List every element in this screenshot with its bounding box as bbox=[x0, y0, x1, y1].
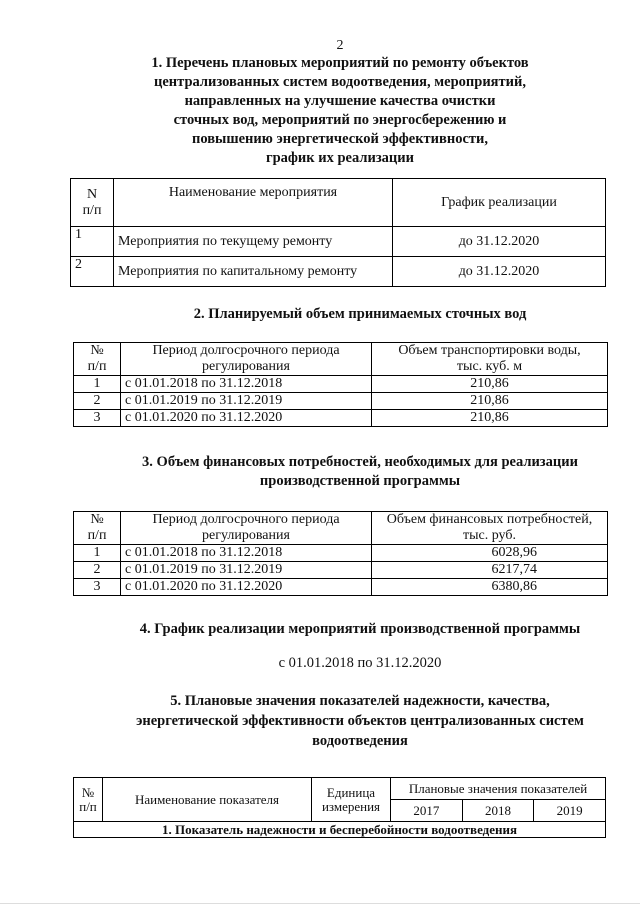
header-text: № bbox=[90, 343, 104, 358]
cell-num: 1 bbox=[74, 376, 121, 393]
cell-num: 2 bbox=[74, 562, 121, 579]
cell-num: 2 bbox=[71, 257, 114, 287]
cell-period: с 01.01.2018 по 31.12.2018 bbox=[121, 376, 372, 393]
table-row bbox=[71, 257, 606, 287]
section3-title-line: производственной программы bbox=[259, 473, 461, 489]
table-header-row bbox=[71, 179, 606, 227]
cell-value: 6028,96 bbox=[372, 545, 608, 562]
cell-period: с 01.01.2019 по 31.12.2019 bbox=[121, 562, 372, 579]
page-number: 2 bbox=[336, 38, 344, 53]
header-text: регулирования bbox=[202, 528, 290, 543]
header-text: п/п bbox=[82, 202, 102, 218]
table-row bbox=[74, 393, 608, 410]
section3-title-line: 3. Объем финансовых потребностей, необходимых для реализации bbox=[142, 454, 578, 470]
section1-title-line: централизованных систем водоотведения, мероприятий, bbox=[154, 74, 526, 90]
section3-title bbox=[60, 453, 640, 491]
header-cell-year: 2019 bbox=[534, 800, 606, 822]
section4-period: с 01.01.2018 по 31.12.2020 bbox=[278, 655, 442, 671]
header-cell-num bbox=[71, 179, 114, 227]
cell-name: Мероприятия по текущему ремонту bbox=[114, 227, 393, 257]
header-text: Единица bbox=[326, 784, 376, 800]
section1-title bbox=[95, 54, 585, 168]
table-row bbox=[74, 579, 608, 596]
header-text: п/п bbox=[87, 359, 107, 374]
header-text: тыс. куб. м bbox=[456, 359, 523, 374]
header-text: п/п bbox=[79, 798, 97, 814]
table-row bbox=[74, 562, 608, 579]
section5-title-line: 5. Плановые значения показателей надежности, качества, bbox=[170, 693, 550, 709]
header-cell-planned: Плановые значения показателей bbox=[391, 778, 606, 800]
header-text: тыс. руб. bbox=[463, 528, 516, 543]
cell-value: 6217,74 bbox=[372, 562, 608, 579]
header-cell-name: Наименование показателя bbox=[103, 778, 312, 822]
table-header-row bbox=[74, 512, 608, 545]
cell-period: с 01.01.2020 по 31.12.2020 bbox=[121, 410, 372, 427]
financial-needs-table bbox=[73, 511, 608, 596]
cell-value: 210,86 bbox=[372, 376, 608, 393]
cell-num: 1 bbox=[71, 227, 114, 257]
header-text: п/п bbox=[87, 528, 107, 543]
activities-table bbox=[70, 178, 606, 287]
section2-title: 2. Планируемый объем принимаемых сточных вод bbox=[193, 306, 527, 322]
section1-title-line: направленных на улучшение качества очистки bbox=[184, 93, 496, 109]
section5-title-line: водоотведения bbox=[312, 733, 408, 749]
cell-schedule: до 31.12.2020 bbox=[393, 227, 606, 257]
header-text: Объем транспортировки воды, bbox=[398, 343, 581, 358]
section4-title: 4. График реализации мероприятий производственной программы bbox=[139, 621, 581, 637]
cell-value: 6380,86 bbox=[372, 579, 608, 596]
cell-num: 2 bbox=[74, 393, 121, 410]
section1-title-line: график их реализации bbox=[265, 150, 414, 166]
header-cell-year: 2017 bbox=[391, 800, 463, 822]
cell-value: 210,86 bbox=[372, 410, 608, 427]
header-cell-period bbox=[121, 343, 372, 376]
header-cell-value bbox=[372, 343, 608, 376]
cell-period: с 01.01.2020 по 31.12.2020 bbox=[121, 579, 372, 596]
cell-period: с 01.01.2019 по 31.12.2019 bbox=[121, 393, 372, 410]
table-header-row bbox=[74, 343, 608, 376]
table-subheader-row bbox=[74, 822, 606, 838]
section5-title bbox=[60, 691, 640, 751]
header-cell-num bbox=[74, 343, 121, 376]
table-row bbox=[74, 545, 608, 562]
table-row bbox=[71, 227, 606, 257]
wastewater-volume-table bbox=[73, 342, 608, 427]
cell-schedule: до 31.12.2020 bbox=[393, 257, 606, 287]
section1-title-line: повышению энергетической эффективности, bbox=[191, 131, 489, 147]
header-text: № bbox=[90, 512, 104, 527]
subheader-cell: 1. Показатель надежности и бесперебойности водоотведения bbox=[74, 822, 606, 838]
table-header-row bbox=[74, 778, 606, 800]
cell-period: с 01.01.2018 по 31.12.2018 bbox=[121, 545, 372, 562]
cell-value: 210,86 bbox=[372, 393, 608, 410]
cell-num: 3 bbox=[74, 410, 121, 427]
header-text: № bbox=[81, 784, 95, 800]
header-cell-schedule: График реализации bbox=[393, 179, 606, 227]
section1-title-line: сточных вод, мероприятий по энергосбережению и bbox=[173, 112, 507, 128]
section5-title-line: энергетической эффективности объектов централизованных систем bbox=[136, 713, 584, 729]
header-text: Объем финансовых потребностей, bbox=[386, 512, 593, 527]
header-text: Период долгосрочного периода bbox=[152, 512, 340, 527]
table-row bbox=[74, 376, 608, 393]
section1-title-line: 1. Перечень плановых мероприятий по ремонту объектов bbox=[151, 55, 529, 71]
table-row bbox=[74, 410, 608, 427]
header-text: измерения bbox=[321, 798, 381, 814]
page-bottom-edge bbox=[0, 903, 640, 904]
header-cell-year: 2018 bbox=[462, 800, 534, 822]
header-cell-num bbox=[74, 778, 103, 822]
cell-num: 1 bbox=[74, 545, 121, 562]
header-text: Период долгосрочного периода bbox=[152, 343, 340, 358]
header-text: N bbox=[86, 186, 98, 202]
indicators-table bbox=[73, 777, 606, 838]
header-cell-unit bbox=[312, 778, 391, 822]
cell-num: 3 bbox=[74, 579, 121, 596]
header-cell-value bbox=[372, 512, 608, 545]
header-cell-period bbox=[121, 512, 372, 545]
header-cell-num bbox=[74, 512, 121, 545]
header-cell-name: Наименование мероприятия bbox=[114, 179, 393, 227]
header-text: регулирования bbox=[202, 359, 290, 374]
cell-name: Мероприятия по капитальному ремонту bbox=[114, 257, 393, 287]
